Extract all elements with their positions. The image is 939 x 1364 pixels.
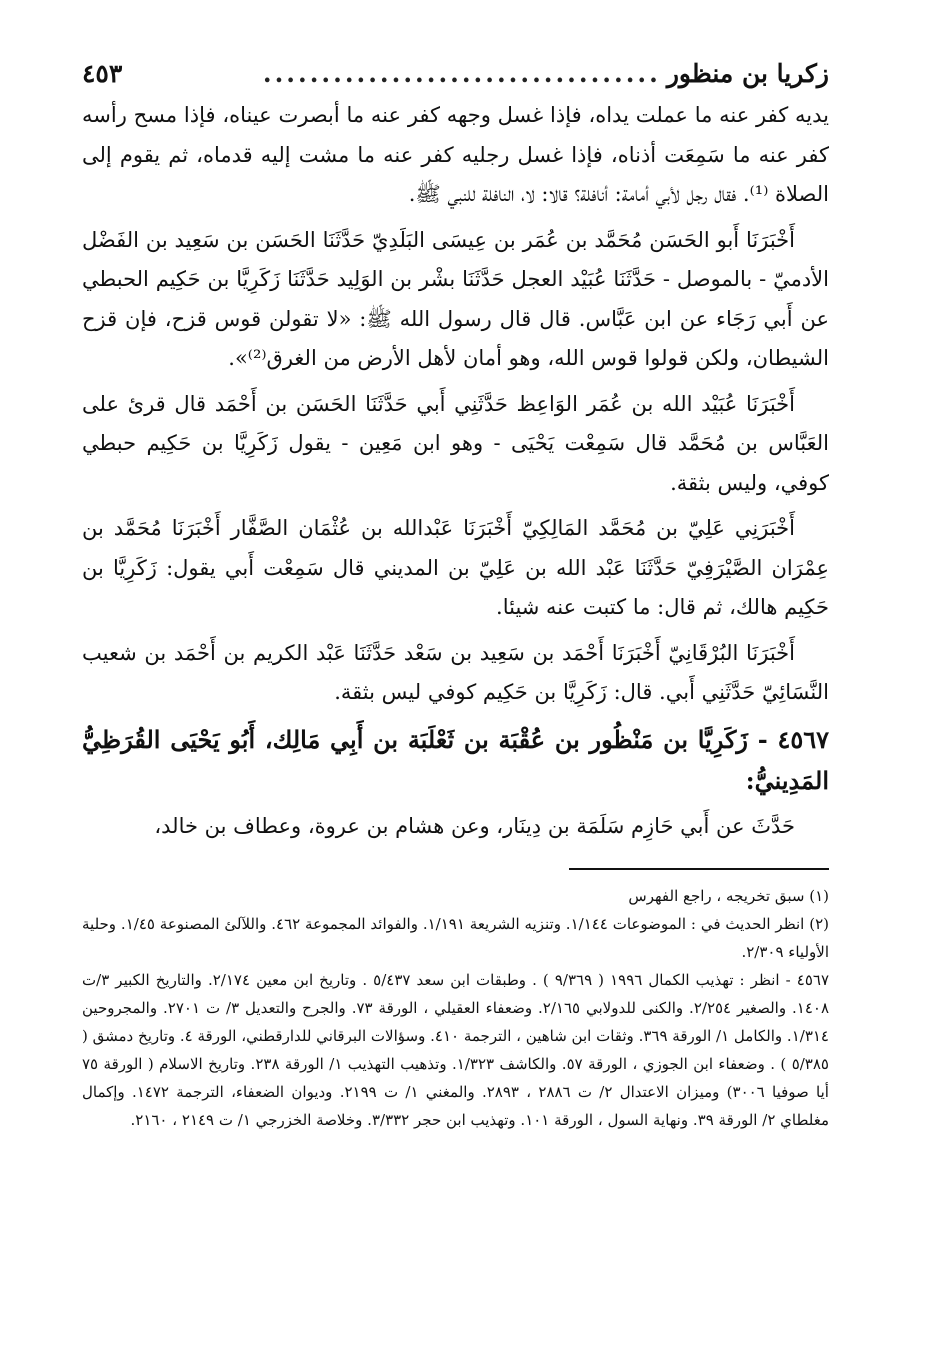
- main-text: [82, 96, 829, 846]
- paragraph-narration-4: أَخْبَرَنَا البُرْقَانِيّ أَخْبَرَنَا أَحْمَد بن سَعِيد بن سَعْد حَدَّثَنَا عَبْد الكريم بن أَحْمَد بن شعيب النَّسَائِيّ حَدَّثَنِي أَبي. قال: زَكَرِيَّا بن حَكِيم كوفي ليس بثقة.: [82, 640, 829, 704]
- footnote-entry-sources: ٤٥٦٧ - انظر : تهذيب الكمال ١٩٩٦ ( ٩/٣٦٩ ) . وطبقات ابن سعد ٥/٤٣٧ . وتاريخ ابن معين ٢/١٧٤. والتاريخ الكبير ٣/ت ١٤٠٨. والصغير ٢/٢٥٤. والكنى للدولابي ٢/١٦٥. وضعفاء العقيلي ، الورقة ٧٣. والجرح والتعديل ٣/ ت ٢٧٠١. والمجروحين ١/٣١٤. والكامل ١/ الورقة ٣٦٩. وثقات ابن شاهين ، الترجمة ٤١٠. وسؤالات البرقاني للدارقطني، الورقة ٤. وتاريخ دمشق ( ٥/٣٨٥ ) . وضعفاء ابن الجوزي ، الورقة ٥٧. والكاشف ١/٣٢٣. وتذهيب التهذيب ١/ الورقة ٢٣٨. وتاريخ الاسلام ( الورقة ٧٥ أيا صوفيا ٣٠٠٦) وميزان الاعتدال ٢/ ت ٢٨٨٦ ، ٢٨٩٣. والمغني ١/ ت ٢١٩٩. وديوان الضعفاء، الترجمة ١٤٧٢. وإكمال مغلطاي ٢/ الورقة ٣٩. ونهاية السول ، الورقة ١٠١. وتهذيب ابن حجر ٣/٣٣٢. وخلاصة الخزرجي ١/ ت ٢١٤٩ ، ٢١٦٠.: [82, 971, 830, 1129]
- footnotes: [82, 882, 829, 1134]
- footnote-2: (٢) انظر الحديث في : الموضوعات ١/١٤٤. وتنزيه الشريعة ١/١٩١. والفوائد المجموعة ٤٦٢. واللآلئ المصنوعة ١/٤٥. وحلية الأولياء ٢/٣٠٩.: [82, 915, 829, 961]
- paragraph-narration-2: أَخْبَرَنَا عُبَيْد الله بن عُمَر الوَاعِظ حَدَّثَنِي أَبي حَدَّثَنَا الحَسَن بن أَحْمَد قال قرئ على العَبَّاس بن مُحَمَّد قال سَمِعْت يَحْيَى - وهو ابن مَعِين - يقول زَكَرِيَّا بن حَكِيم حبطي كوفي، وليس بثقة.: [82, 391, 829, 495]
- header-title: زكريا بن منظور: [666, 59, 829, 88]
- paragraph-continuation: يديه كفر عنه ما عملت يداه، فإذا غسل وجهه كفر عنه ما أبصرت عيناه، فإذا مسح رأسه كفر عنه ما سَمِعَت أذناه، فإذا غسل رجليه كفر عنه ما مشت إليه قدماه، ثم يقوم إلى الصلاة ⁽¹⁾. فقال رجل لأبي أمامة: أنافلة؟ قالا: لا، النافلة للنبي ﷺ.: [82, 103, 829, 206]
- paragraph-narration-1: أَخْبَرَنَا أَبو الحَسَن مُحَمَّد بن عُمَر بن عِيسَى البَلَدِيّ حَدَّثَنَا الحَسَن بن سَعِيد بن الفَضْل الأدميّ - بالموصل - حَدَّثَنَا عُبَيْد العجل حَدَّثَنَا بشْر بن الوَلِيد حَدَّثَنَا زَكَرِيَّا بن حَكِيم الحبطي عن أَبي رَجَاء عن ابن عَبَّاس. قال قال رسول الله ﷺ: «لا تقولن قوس قزح، فإن قزح الشيطان، ولكن قولوا قوس الله، وهو أمان لأهل الأرض من الغرق⁽²⁾».: [82, 227, 829, 370]
- header-leader-dots: ..................................: [262, 59, 661, 88]
- entry-heading: ٤٥٦٧ - زَكَرِيَّا بن مَنْظُور بن عُقْبَة بن ثَعْلَبَة بن أَبِي مَالِك، أَبُو يَحْيَى القُرَظِيُّ المَدِينيُّ:: [82, 724, 829, 795]
- running-header: [82, 52, 829, 96]
- entry-text: حَدَّثَ عن أَبي حَازِم سَلَمَة بن دِينَار، وعن هشام بن عروة، وعطاف بن خالد،: [154, 813, 795, 838]
- footnote-divider: [569, 868, 829, 870]
- paragraph-narration-3: أَخْبَرَنِي عَلِيّ بن مُحَمَّد المَالِكِيّ أَخْبَرَنَا عَبْدالله بن عُثْمَان الصَّفَّار أَخْبَرَنَا مُحَمَّد بن عِمْرَان الصَّيْرَفِيّ حَدَّثَنَا عَبْد الله بن عَلِيّ بن المديني قال سَمِعْت أَبي يقول: زَكَرِيَّا بن حَكِيم هالك، ثم قال: ما كتبت عنه شيئا.: [82, 516, 829, 619]
- page-number: ٤٥٣: [82, 59, 123, 88]
- footnote-1: (١) سبق تخريجه ، راجع الفهرس: [628, 887, 829, 905]
